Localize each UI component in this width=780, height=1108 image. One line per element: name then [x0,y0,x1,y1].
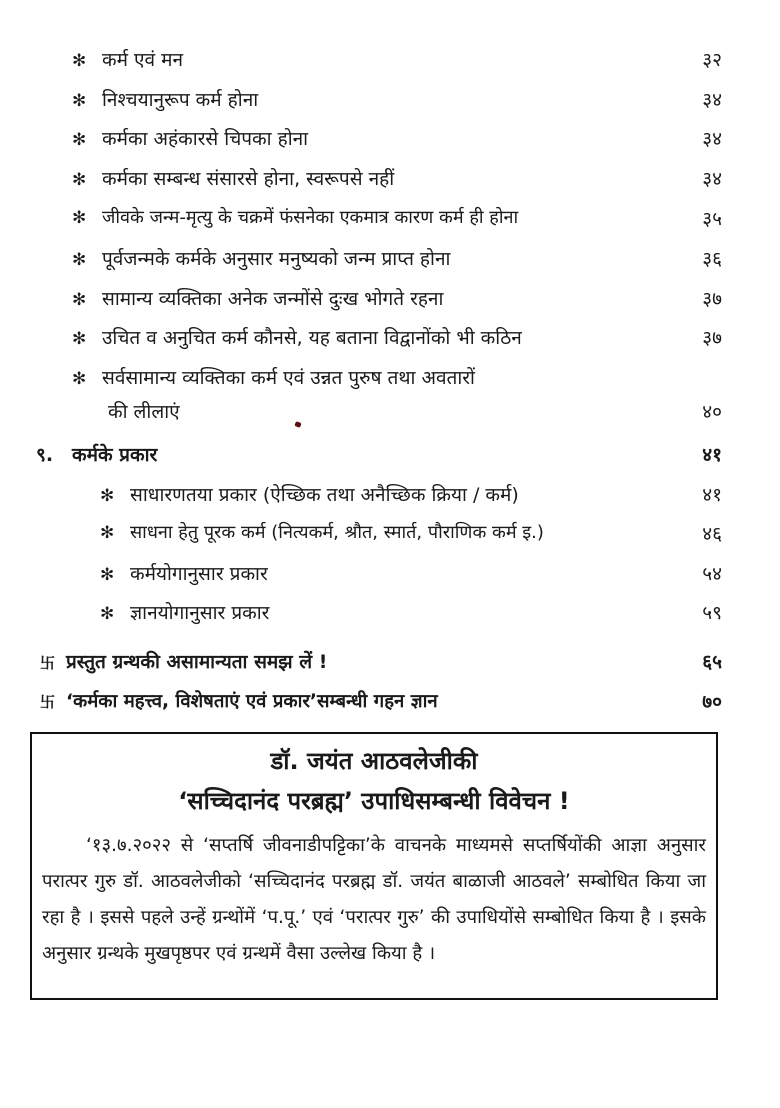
toc-entry-page: ३७ [702,327,722,349]
toc-entry-page: ४१ [702,484,722,506]
asterisk-bullet-icon: ✻ [72,91,87,111]
toc-entry-title: पूर्वजन्मके कर्मके अनुसार मनुष्यको जन्म प्राप्त होना [102,248,451,270]
asterisk-bullet-icon: ✻ [72,290,87,310]
toc-top-entry [40,688,722,713]
chapter-title: कर्मके प्रकार [72,444,158,466]
swastika-bullet-icon: 卐 [40,654,56,672]
asterisk-bullet-icon: ✻ [100,523,115,543]
toc-entry-title: साधारणतया प्रकार (ऐच्छिक तथा अनैच्छिक क्रिया / कर्म) [130,484,519,506]
toc-entry-page: ३४ [702,89,722,111]
toc-entry [72,205,722,229]
asterisk-bullet-icon: ✻ [100,565,115,585]
toc-entry-page: ३६ [702,248,722,270]
toc-entry-title: कर्मयोगानुसार प्रकार [130,563,268,585]
asterisk-bullet-icon: ✻ [72,208,87,228]
toc-entry [72,86,722,112]
toc-entry-title: उचित व अनुचित कर्म कौनसे, यह बताना विद्वानोंको भी कठिन [102,327,522,349]
toc-entry-title: जीवके जन्म-मृत्यु के चक्रमें फंसनेका एकमात्र कारण कर्म ही होना [102,207,519,228]
toc-entry-title: निश्चयानुरूप कर्म होना [102,89,259,111]
toc-entry-page: ३४ [702,128,722,150]
toc-entry [72,165,722,191]
notice-heading-line1: डॉ. जयंत आठवलेजीकी [270,747,478,775]
toc-entry [72,46,722,72]
toc-entry-page: ४६ [702,523,722,545]
asterisk-bullet-icon: ✻ [72,51,87,71]
toc-entry-title: ज्ञानयोगानुसार प्रकार [130,602,270,624]
asterisk-bullet-icon: ✻ [100,604,115,624]
chapter-number: ९. [36,444,54,466]
asterisk-bullet-icon: ✻ [72,329,87,349]
toc-entry [72,364,722,390]
toc-entry-page: ३४ [702,168,722,190]
asterisk-bullet-icon: ✻ [100,486,115,506]
toc-entry-page: ३२ [702,49,722,71]
toc-entry-title: सामान्य व्यक्तिका अनेक जन्मोंसे दुःख भोगते रहना [102,288,444,310]
toc-entry [100,599,722,625]
swastika-bullet-icon: 卐 [40,693,56,711]
toc-entry-title: ‘कर्मका महत्त्व, विशेषताएं एवं प्रकार’सम्बन्धी गहन ज्ञान [66,691,438,712]
asterisk-bullet-icon: ✻ [72,250,87,270]
toc-entry [72,125,722,151]
toc-entry-title: सर्वसामान्य व्यक्तिका कर्म एवं उन्नत पुरुष तथा अवतारों [102,367,475,389]
toc-entry [72,245,722,271]
toc-entry-title: साधना हेतु पूरक कर्म (नित्यकर्म, श्रौत, स्मार्त, पौराणिक कर्म इ.) [130,522,544,543]
toc-entry-page: ५४ [702,563,722,585]
toc-top-entry [40,648,722,674]
print-speck [294,421,301,428]
toc-entry [100,560,722,586]
toc-entry-page: ७० [702,691,722,713]
toc-chapter [36,441,722,467]
toc-entry-page: ३५ [702,208,722,230]
toc-entry-title: कर्मका अहंकारसे चिपका होना [102,128,309,150]
toc-entry [72,285,722,311]
asterisk-bullet-icon: ✻ [72,369,87,389]
toc-entry-page: ४० [702,401,722,423]
notice-box [30,732,718,1000]
toc-entry-page: ६५ [702,651,722,673]
notice-heading-line2: ‘सच्चिदानंद परब्रह्म’ उपाधिसम्बन्धी विवेचन ! [178,787,570,815]
toc-entry-page: ५९ [702,602,722,624]
toc-entry-continuation [108,398,722,424]
toc-entry-title-continued: की लीलाएं [108,401,180,423]
asterisk-bullet-icon: ✻ [72,170,87,190]
asterisk-bullet-icon: ✻ [72,130,87,150]
chapter-page: ४१ [702,444,722,466]
toc-entry-page: ३७ [702,288,722,310]
toc-entry-title: प्रस्तुत ग्रन्थकी असामान्यता समझ लें ! [66,651,328,673]
toc-entry [72,324,722,350]
toc-entry-title: कर्मका सम्बन्ध संसारसे होना, स्वरूपसे नहीं [102,168,395,190]
toc-entry [100,520,722,544]
toc-entry-title: कर्म एवं मन [102,49,184,71]
toc-entry [100,481,722,507]
notice-paragraph: ‘१३.७.२०२२ से ‘सप्तर्षि जीवनाडीपट्टिका’के वाचनके माध्यमसे सप्तर्षियोंकी आज्ञा अनुसार परात्पर गुरु डॉ. आठवलेजीको ‘सच्चिदानंद परब्रह्म डॉ. जयंत बाळाजी आठवले’ सम्बोधित किया जा रहा है । इससे पहले उन्हें ग्रन्थोंमें ‘प.पू.’ एवं ‘परात्पर गुरु’ की उपाधियोंसे सम्बोधित किया है । इसके अनुसार ग्रन्थके मुखपृष्ठपर एवं ग्रन्थमें वैसा उल्लेख किया है । [42,835,706,964]
